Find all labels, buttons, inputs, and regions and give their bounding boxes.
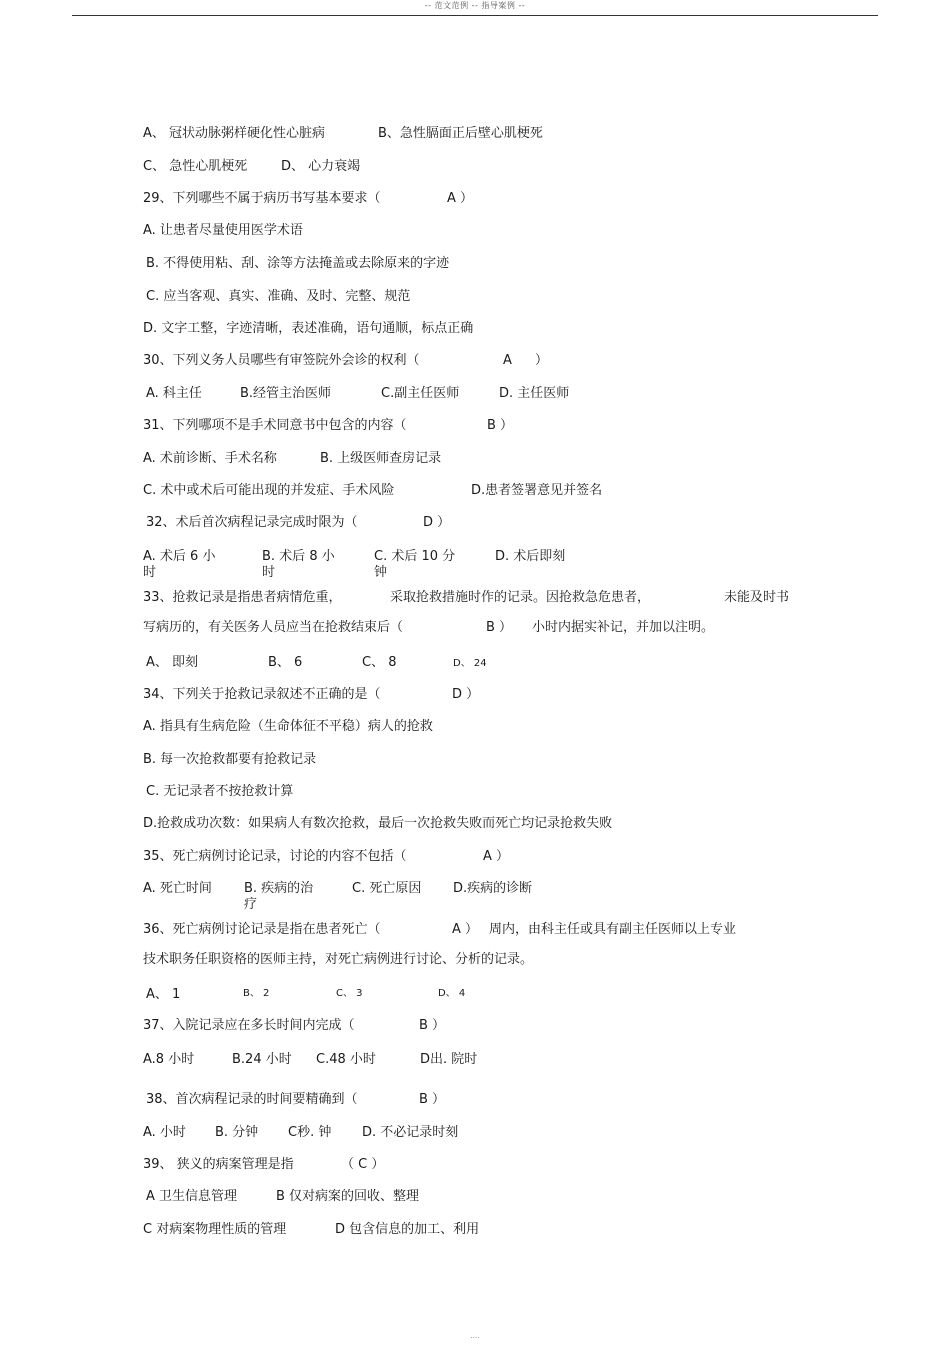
option-d: D、 4 [438, 988, 466, 999]
question-stem: 34、下列关于抢救记录叙述不正确的是（ [143, 687, 381, 702]
page-footer: .... [470, 1332, 480, 1340]
question-stem: 31、下列哪项不是手术同意书中包含的内容（ [143, 418, 407, 433]
option-c: C. 死亡原因 [352, 881, 422, 896]
option-a: A. 指具有生病危险（生命体征不平稳）病人的抢救 [143, 719, 433, 734]
option-a: A. 让患者尽量使用医学术语 [143, 223, 303, 238]
option-a: A、 1 [146, 987, 181, 1002]
question-stem: 37、入院记录应在多长时间内完成（ [143, 1018, 355, 1033]
option-d: D 包含信息的加工、利用 [335, 1222, 480, 1237]
option-b: B、 6 [268, 655, 303, 670]
option-d: D、 24 [453, 658, 487, 669]
option-c: C. 应当客观、真实、准确、及时、完整、规范 [146, 289, 411, 304]
option-c: C、 8 [362, 655, 397, 670]
question-answer: B ） [487, 418, 514, 433]
option-a: A.8 小时 [143, 1052, 195, 1067]
option-d: D、 心力衰竭 [281, 159, 361, 174]
option-b: B. 疾病的治疗 [244, 881, 314, 912]
question-stem-line-2: 写病历的，有关医务人员应当在抢救结束后（ [143, 620, 404, 635]
option-b: B、 2 [243, 988, 270, 999]
question-answer: A ） [452, 922, 479, 937]
option-b: B. 分钟 [215, 1125, 259, 1140]
question-answer: A ） [483, 849, 510, 864]
option-b: B、急性膈面正后壁心肌梗死 [378, 126, 543, 141]
option-b: B.经管主治医师 [240, 386, 332, 401]
question-answer: A [503, 353, 512, 368]
question-answer: D ） [452, 687, 480, 702]
option-d: D.疾病的诊断 [453, 881, 533, 896]
question-answer: （ C ） [341, 1157, 385, 1172]
question-stem-part-2: 采取抢救措施时作的记录。因抢救急危患者， [390, 590, 651, 605]
option-c: C 对病案物理性质的管理 [143, 1222, 287, 1237]
header-text: -- 范文范例 -- 指导案例 -- [424, 1, 526, 10]
option-c: C.副主任医师 [381, 386, 460, 401]
question-stem: 35、死亡病例讨论记录，讨论的内容不包括（ [143, 849, 407, 864]
option-d: D. 主任医师 [499, 386, 570, 401]
question-stem-part-3: 未能及时书 [724, 590, 790, 605]
option-a: A 卫生信息管理 [146, 1189, 238, 1204]
option-b: B 仅对病案的回收、整理 [276, 1189, 420, 1204]
option-d: D出. 院时 [420, 1052, 478, 1067]
option-c: C. 术中或术后可能出现的并发症、手术风险 [143, 483, 395, 498]
question-stem-line-2-end: 小时内据实补记，并加以注明。 [532, 620, 715, 635]
option-b: B. 不得使用粘、刮、涂等方法掩盖或去除原来的字迹 [146, 256, 450, 271]
question-stem-part-2: 周内，由科主任或具有副主任医师以上专业 [489, 922, 737, 937]
question-stem-part-1: 33、抢救记录是指患者病情危重， [143, 590, 342, 605]
header-rule [72, 15, 878, 16]
option-c: C. 术后 10 分钟 [374, 549, 456, 580]
question-stem: 30、下列义务人员哪些有审签院外会诊的权利（ [143, 353, 420, 368]
question-close: ） [535, 353, 549, 368]
question-answer: D ） [423, 515, 451, 530]
option-b: B. 术后 8 小时 [262, 549, 335, 580]
option-a: A. 术后 6 小时 [143, 549, 216, 580]
question-answer: B ） [419, 1018, 446, 1033]
question-stem-part-1: 36、死亡病例讨论记录是指在患者死亡（ [143, 922, 381, 937]
option-b: B. 上级医师查房记录 [320, 451, 442, 466]
option-d: D.抢救成功次数：如果病人有数次抢救，最后一次抢救失败而死亡均记录抢救失败 [143, 816, 613, 831]
option-c: C.48 小时 [316, 1052, 376, 1067]
option-d: D. 术后即刻 [495, 549, 566, 564]
question-stem: 29、下列哪些不属于病历书写基本要求（ [143, 191, 381, 206]
option-a: A. 术前诊断、手术名称 [143, 451, 277, 466]
option-c: C、 急性心肌梗死 [143, 159, 248, 174]
option-d: D. 不必记录时刻 [362, 1125, 459, 1140]
option-a: A. 科主任 [146, 386, 202, 401]
option-a: A. 小时 [143, 1125, 186, 1140]
question-answer: A ） [447, 191, 474, 206]
option-d: D. 文字工整，字迹清晰，表述准确，语句通顺，标点正确 [143, 321, 474, 336]
option-a: A. 死亡时间 [143, 881, 212, 896]
option-a: A、 即刻 [146, 655, 199, 670]
option-d: D.患者签署意见并签名 [471, 483, 603, 498]
question-stem: 32、术后首次病程记录完成时限为（ [146, 515, 358, 530]
option-b: B. 每一次抢救都要有抢救记录 [143, 752, 317, 767]
question-answer: B ） [419, 1092, 446, 1107]
question-stem: 38、首次病程记录的时间要精确到（ [146, 1092, 358, 1107]
question-stem: 39、 狭义的病案管理是指 [143, 1157, 294, 1172]
option-c: C秒. 钟 [288, 1125, 332, 1140]
option-a: A、 冠状动脉粥样硬化性心脏病 [143, 126, 326, 141]
question-stem-line-2: 技术职务任职资格的医师主持，对死亡病例进行讨论、分析的记录。 [143, 952, 534, 967]
option-b: B.24 小时 [232, 1052, 292, 1067]
option-c: C. 无记录者不按抢救计算 [146, 784, 294, 799]
question-answer: B ） [486, 620, 513, 635]
option-c: C、 3 [336, 988, 363, 999]
